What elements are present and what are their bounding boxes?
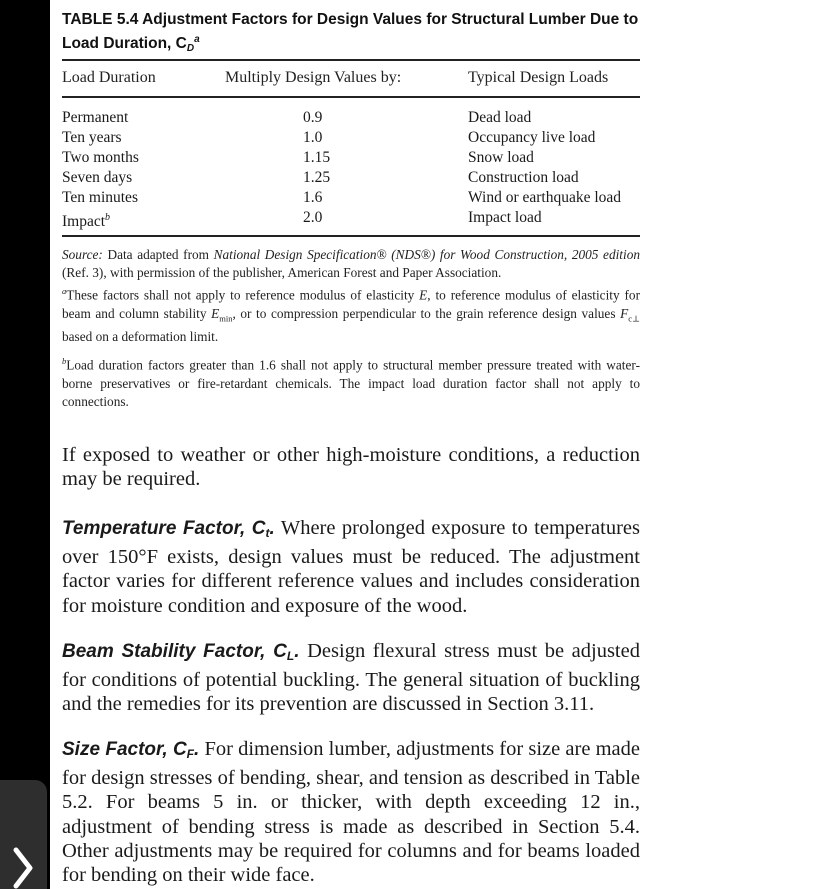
- paragraph-size-factor: Size Factor, $C_F$. For dimension lumber, adjustments for size are made for design stresses of bending, shear, and tension as described in Table 5.2. For beams 5 in. or thicker, with depth exceeding 12 in., adjustment of bending stress is made as described in Section 5.4. Other adjustments may be required for columns and for beams loaded for bending on their wide face.: [62, 738, 640, 887]
- table-row-factor: 1.15: [303, 149, 331, 166]
- table-row-duration: Ten minutes: [62, 189, 138, 206]
- table-row-load: Occupancy live load: [468, 129, 596, 146]
- column-multiply-factor: [303, 108, 330, 228]
- table-top-rule: [62, 59, 640, 61]
- footnote-a: $^a$These factors shall not apply to reference modulus of elasticity E, to reference modulus of elasticity for beam and column stability $E_{min}$, or to compression perpendicular to the grain reference design values $F_{c\perp}$ based on a deformation limit.: [62, 286, 640, 344]
- header-typical-loads: Typical Design Loads: [468, 69, 609, 86]
- table-header-rule: [62, 96, 640, 98]
- column-typical-loads: [468, 108, 621, 228]
- source-note: Source: Data adapted from National Design Specification® (NDS®) for Wood Construction, 2005 edition (Ref. 3), with permission of the publisher, American Forest and Paper Association.: [62, 247, 640, 281]
- table-bottom-rule: [62, 235, 640, 237]
- chevron-right-icon[interactable]: [8, 842, 38, 889]
- table-row-duration-impact: Impact$^b$: [62, 212, 111, 231]
- table-row-duration: Two months: [62, 149, 139, 166]
- heading-beam-stability-factor: Beam Stability Factor, $C_L$.: [62, 641, 300, 663]
- paragraph-beam-stability-factor: Beam Stability Factor, $C_L$. Design flexural stress must be adjusted for conditions of potential buckling. The general situation of buckling and the remedies for its prevention are discussed in Section 3.11.: [62, 640, 640, 716]
- table-row-duration: Ten years: [62, 129, 122, 146]
- table-row-load: Construction load: [468, 169, 579, 186]
- table-row-factor: 0.9: [303, 109, 323, 126]
- table-row-load: Snow load: [468, 149, 534, 166]
- table-row-duration: Permanent: [62, 109, 129, 126]
- heading-size-factor: Size Factor, $C_F$.: [62, 739, 200, 761]
- table-row-factor: 1.25: [303, 169, 331, 186]
- table-row-factor: 2.0: [303, 209, 323, 226]
- header-multiply: Multiply Design Values by:: [225, 69, 402, 86]
- table-title: TABLE 5.4 Adjustment Factors for Design Values for Structural Lumber Due to Load Duration, $C_D^a$: [62, 11, 639, 55]
- paragraph-temperature-factor: Temperature Factor, $C_t$. Where prolonged exposure to temperatures over 150°F exists, design values must be reduced. The adjustment factor varies for different reference values and includes consideration for moisture condition and exposure of the wood.: [62, 517, 641, 617]
- table-row-load: Wind or earthquake load: [468, 189, 622, 206]
- heading-temperature-factor: Temperature Factor, $C_t$.: [62, 518, 275, 540]
- table-row-factor: 1.6: [303, 189, 323, 206]
- column-load-duration: [62, 108, 139, 231]
- footnote-b: $^b$Load duration factors greater than 1.6 shall not apply to structural member pressure treated with water-borne preservatives or fire-retardant chemicals. The impact load duration factor shall not apply to connections.: [62, 356, 640, 409]
- header-load-duration: Load Duration: [62, 69, 156, 86]
- table-row-load: Dead load: [468, 109, 532, 126]
- table-row-factor: 1.0: [303, 129, 323, 146]
- table-row-duration: Seven days: [62, 169, 133, 186]
- paragraph-moisture: If exposed to weather or other high-moisture conditions, a reduction may be required.: [62, 444, 640, 491]
- table-row-load: Impact load: [468, 209, 542, 226]
- table-notes: [62, 246, 640, 411]
